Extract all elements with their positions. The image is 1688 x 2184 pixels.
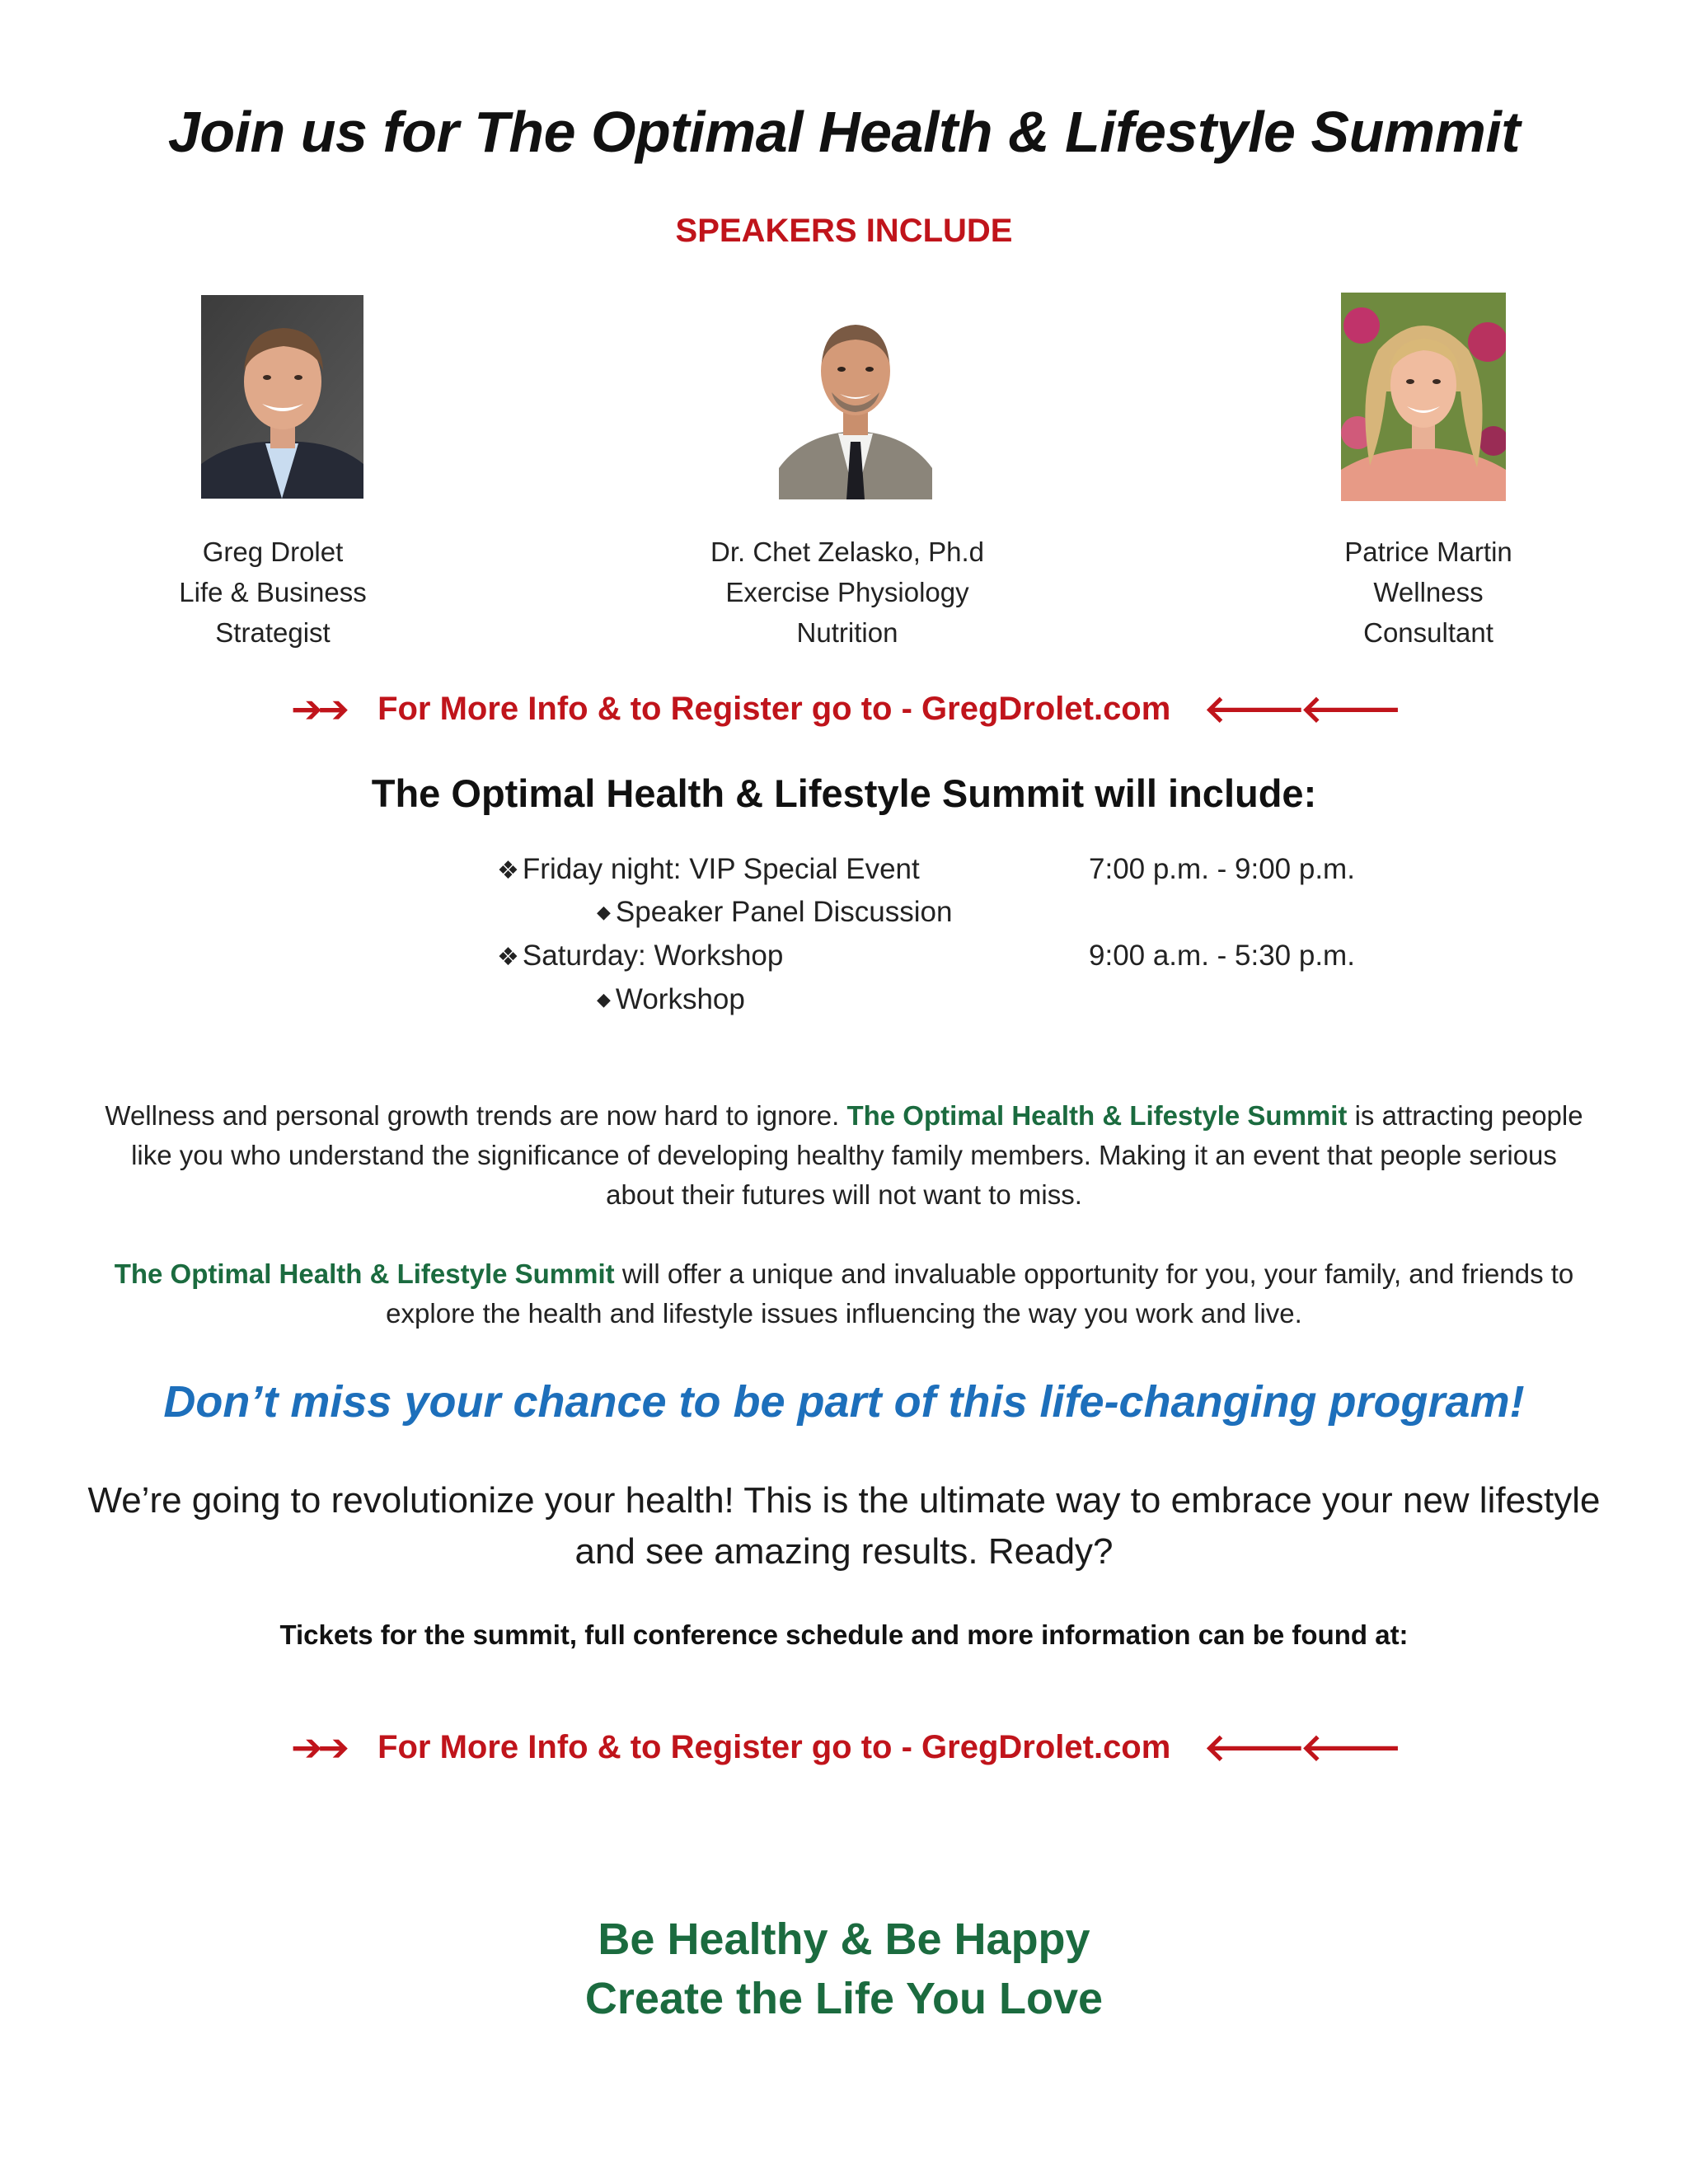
schedule-item-saturday [497, 940, 783, 972]
schedule-label: Workshop [615, 983, 745, 1015]
schedule-subitem-panel [597, 896, 952, 929]
schedule-item-friday [497, 853, 920, 886]
speaker-photo-chet-zelasko [779, 295, 932, 499]
arrow-left-icon: 🡐🡐 [1203, 1726, 1398, 1769]
call-to-action-heading: Don’t miss your chance to be part of this life-changing program! [163, 1377, 1525, 1427]
speaker-caption-1 [83, 532, 462, 653]
tagline-line-1: Be Healthy & Be Happy [598, 1915, 1090, 1964]
summit-includes-heading: The Optimal Health & Lifestyle Summit will include: [371, 771, 1317, 815]
page-title: Join us for The Optimal Health & Lifestyle Summit [167, 100, 1521, 164]
speaker-role: Wellness [1373, 577, 1484, 607]
speaker-name: Patrice Martin [1344, 537, 1512, 567]
paragraph-text: will offer a unique and invaluable opportunity for you, your family, and friends to explore the health and lifestyle issues influencing the way you work and live. [386, 1258, 1574, 1329]
paragraph-text: is attracting people like you who understand the significance of developing healthy family members. Making it an event that people serious about their futures will not want to miss. [131, 1100, 1583, 1210]
register-banner-top [0, 686, 1688, 732]
revolution-statement: We’re going to revolutionize your health! This is the ultimate way to embrace your new lifestyle and see amazing results. Ready? [87, 1480, 1601, 1572]
schedule-time-saturday: 9:00 a.m. - 5:30 p.m. [1089, 940, 1355, 972]
speaker-role: Consultant [1363, 617, 1493, 648]
tagline-line-2: Create the Life You Love [584, 1974, 1104, 2023]
speaker-photo-greg-drolet [201, 295, 363, 499]
speaker-caption-3 [1239, 532, 1618, 653]
speaker-photo-patrice-martin [1341, 293, 1506, 501]
speaker-name: Dr. Chet Zelasko, Ph.d [710, 537, 984, 567]
schedule-time-friday: 7:00 p.m. - 9:00 p.m. [1089, 853, 1355, 885]
opportunity-paragraph [99, 1254, 1589, 1333]
speaker-role: Nutrition [796, 617, 898, 648]
schedule-label: Saturday: Workshop [522, 940, 784, 972]
speaker-name: Greg Drolet [202, 537, 344, 567]
speaker-caption-2 [658, 532, 1037, 653]
small-diamond-bullet-icon: ◆ [597, 902, 611, 922]
intro-paragraph [99, 1096, 1589, 1215]
small-diamond-bullet-icon: ◆ [597, 989, 611, 1010]
register-banner-bottom [0, 1724, 1688, 1770]
summit-name-highlight: The Optimal Health & Lifestyle Summit [114, 1258, 615, 1289]
paragraph-text: Wellness and personal growth trends are now hard to ignore. [105, 1100, 847, 1131]
arrow-right-icon: ➔➔ [290, 1726, 345, 1769]
schedule-label: Speaker Panel Discussion [615, 896, 953, 928]
register-link-text[interactable]: For More Info & to Register go to - GregDrolet.com [377, 690, 1171, 727]
arrow-left-icon: 🡐🡐 [1203, 687, 1398, 730]
schedule-subitem-workshop [597, 983, 745, 1016]
speakers-heading: SPEAKERS INCLUDE [675, 213, 1013, 249]
arrow-right-icon: ➔➔ [290, 687, 345, 730]
speaker-role: Exercise Physiology [725, 577, 969, 607]
schedule-label: Friday night: VIP Special Event [522, 853, 920, 885]
summit-name-highlight: The Optimal Health & Lifestyle Summit [846, 1100, 1348, 1131]
speaker-role: Strategist [215, 617, 331, 648]
diamond-bullet-icon: ❖ [497, 944, 519, 971]
speaker-role: Life & Business [179, 577, 367, 607]
diamond-bullet-icon: ❖ [497, 857, 519, 884]
register-link-text[interactable]: For More Info & to Register go to - GregDrolet.com [377, 1728, 1171, 1765]
tickets-info-text: Tickets for the summit, full conference schedule and more information can be found at: [279, 1619, 1409, 1650]
